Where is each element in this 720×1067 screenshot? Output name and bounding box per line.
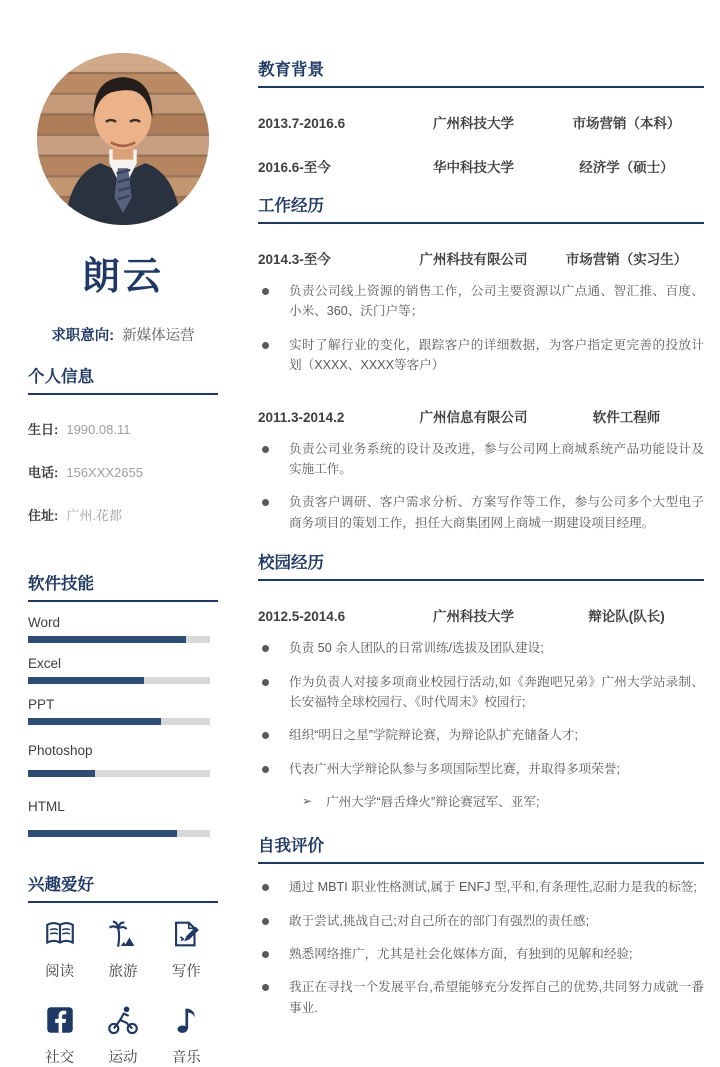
campus-school: 广州科技大学 [433, 609, 514, 625]
info-value: 156XXX2655 [66, 465, 143, 480]
bullet-text: 通过 MBTI 职业性格测试,属于 ENFJ 型,平和,有条理性,忍耐力是我的标签; [289, 880, 697, 895]
section-title-campus: 校园经历 [258, 549, 704, 581]
education-period: 2016.6-至今 [258, 160, 331, 175]
hobby-reading [28, 917, 91, 981]
bullet-text: 我正在寻找一个发展平台,希望能够充分发挥自己的优势,共同努力成就一番事业. [289, 980, 704, 1015]
section-title-work: 工作经历 [258, 192, 704, 224]
education-row [258, 112, 704, 132]
bullet-dot-icon [262, 984, 269, 991]
work-role: 软件工程师 [592, 409, 661, 425]
hobby-writing [155, 917, 218, 981]
profile-photo-illustration [37, 53, 209, 225]
info-label: 生日: [28, 422, 59, 437]
bullet-dot-icon [262, 645, 269, 652]
bullet-text: 代表广州大学辩论队参与多项国际型比赛，并取得多项荣誉; [289, 761, 620, 776]
campus-bullet [258, 638, 704, 658]
education-major: 经济学（硕士） [579, 160, 674, 175]
bullet-text: 负责 50 余人团队的日常训练/选拔及团队建设; [289, 641, 544, 656]
profile-photo [37, 53, 209, 225]
sub-bullet-text: 广州大学“唇舌烽火”辩论赛冠军、亚军; [326, 795, 540, 810]
skill-name: Excel [28, 656, 62, 671]
hobby-label: 运动 [108, 1050, 138, 1066]
skill-item-photoshop [28, 743, 218, 777]
work-company: 广州信息有限公司 [419, 409, 528, 425]
hobby-label: 音乐 [171, 1050, 201, 1066]
info-value: 广州.花都 [66, 508, 122, 523]
skill-name: PPT [28, 697, 55, 712]
skill-bar-track [28, 677, 210, 684]
work-bullet [258, 281, 704, 322]
section-title-evaluation: 自我评价 [258, 832, 704, 864]
work-company: 广州科技有限公司 [419, 252, 528, 267]
work-bullet [258, 439, 704, 480]
candidate-name: 朗云 [81, 256, 164, 298]
skill-bar-fill [28, 770, 95, 777]
bullet-text: 负责客户调研、客户需求分析、方案写作等工作，参与公司多个大型电子商务项目的策划工作，担任大商集团网上商城一期建设项目经理。 [289, 495, 704, 530]
hobby-sports [91, 1003, 154, 1067]
campus-sub-bullet [302, 792, 704, 812]
evaluation-bullet [258, 911, 704, 931]
section-title-education: 教育背景 [258, 56, 704, 88]
education-school: 华中科技大学 [433, 160, 514, 175]
skill-bar-track [28, 718, 210, 725]
skill-bar-track [28, 636, 210, 643]
bullet-dot-icon [262, 288, 269, 295]
pencil-paper-icon [169, 917, 203, 951]
bullet-text: 负责公司线上资源的销售工作，公司主要资源以广点通、智汇推、百度、小米、360、沃门户等； [289, 284, 704, 319]
skill-bar-fill [28, 718, 161, 725]
bullet-text: 熟悉网络推广，尤其是社会化媒体方面，有独到的见解和经验; [289, 947, 633, 961]
main-column [258, 0, 704, 1018]
evaluation-bullet [258, 944, 704, 964]
campus-entry-header [258, 605, 704, 625]
hobby-music [155, 1003, 218, 1067]
skill-name: Word [28, 615, 61, 630]
skill-item-html [28, 799, 218, 837]
work-period: 2011.3-2014.2 [258, 409, 345, 425]
bullet-dot-icon [262, 732, 269, 739]
skill-bar-fill [28, 636, 186, 643]
info-row-address [28, 505, 218, 524]
info-value: 1990.08.11 [66, 422, 131, 437]
info-label: 电话: [28, 465, 59, 480]
bullet-dot-icon [262, 446, 269, 453]
bullet-text: 组织“明日之星”学院辩论赛，为辩论队扩充储备人才; [289, 728, 578, 743]
hobby-label: 写作 [171, 964, 201, 980]
education-major: 市场营销（本科） [572, 116, 681, 131]
work-entry-header [258, 406, 704, 426]
evaluation-bullet [258, 977, 704, 1018]
job-intent-value: 新媒体运营 [122, 328, 195, 344]
section-title-skills: 软件技能 [28, 570, 218, 602]
hobby-social [28, 1003, 91, 1067]
hobby-label: 旅游 [108, 964, 138, 980]
skill-item-ppt [28, 697, 218, 725]
work-bullet [258, 492, 704, 533]
work-role: 市场营销（实习生） [565, 252, 688, 267]
book-icon [43, 917, 77, 951]
hobby-label: 社交 [45, 1050, 75, 1066]
education-period: 2013.7-2016.6 [258, 116, 346, 131]
music-note-icon [169, 1003, 203, 1037]
campus-bullet [258, 672, 704, 713]
education-school: 广州科技大学 [433, 116, 514, 131]
work-period: 2014.3-至今 [258, 252, 331, 267]
work-bullet [258, 335, 704, 376]
skill-item-word [28, 615, 218, 643]
hobby-travel [91, 917, 154, 981]
work-entry-header [258, 248, 704, 268]
skill-name: HTML [28, 799, 65, 814]
bullet-dot-icon [262, 884, 269, 891]
hobby-label: 阅读 [45, 964, 75, 980]
cyclist-icon [106, 1003, 140, 1037]
section-title-personal-info: 个人信息 [28, 363, 218, 395]
skill-bar-track [28, 830, 210, 837]
bullet-text: 实时了解行业的变化，跟踪客户的详细数据，为客户指定更完善的投放计划（XXXX、XXXX等客户） [289, 337, 704, 373]
bullet-dot-icon [262, 766, 269, 773]
skill-bar-fill [28, 830, 177, 837]
info-label: 住址: [28, 508, 59, 523]
hobby-grid [28, 917, 218, 1067]
education-row [258, 156, 704, 176]
campus-period: 2012.5-2014.6 [258, 609, 346, 625]
bullet-text: 作为负责人对接多项商业校园行活动,如《奔跑吧兄弟》广州大学站录制、长安福特全球校园行、《时代周末》校园行; [289, 674, 704, 709]
section-title-hobbies: 兴趣爱好 [28, 871, 218, 903]
palm-tree-icon [106, 917, 140, 951]
bullet-text: 敢于尝试,挑战自己;对自己所在的部门有强烈的责任感; [289, 913, 590, 928]
info-row-phone [28, 462, 218, 481]
bullet-dot-icon [262, 918, 269, 925]
bullet-dot-icon [262, 499, 269, 506]
bullet-text: 负责公司业务系统的设计及改进，参与公司网上商城系统产品功能设计及实施工作。 [289, 441, 704, 476]
facebook-icon [43, 1003, 77, 1037]
job-intent [28, 324, 218, 345]
job-intent-label: 求职意向: [51, 328, 115, 344]
sidebar [0, 0, 232, 1067]
campus-bullet [258, 725, 704, 745]
campus-bullet [258, 759, 704, 779]
bullet-dot-icon [262, 951, 269, 958]
skill-item-excel [28, 656, 218, 684]
bullet-dot-icon [262, 342, 269, 349]
bullet-dot-icon [262, 679, 269, 686]
arrow-bullet-icon: ➢ [302, 794, 313, 809]
campus-role: 辩论队(队长) [588, 609, 665, 625]
skill-name: Photoshop [28, 743, 93, 758]
evaluation-bullet [258, 877, 704, 897]
skill-bar-track [28, 770, 210, 777]
skill-bar-fill [28, 677, 144, 684]
info-row-birthday [28, 419, 218, 438]
